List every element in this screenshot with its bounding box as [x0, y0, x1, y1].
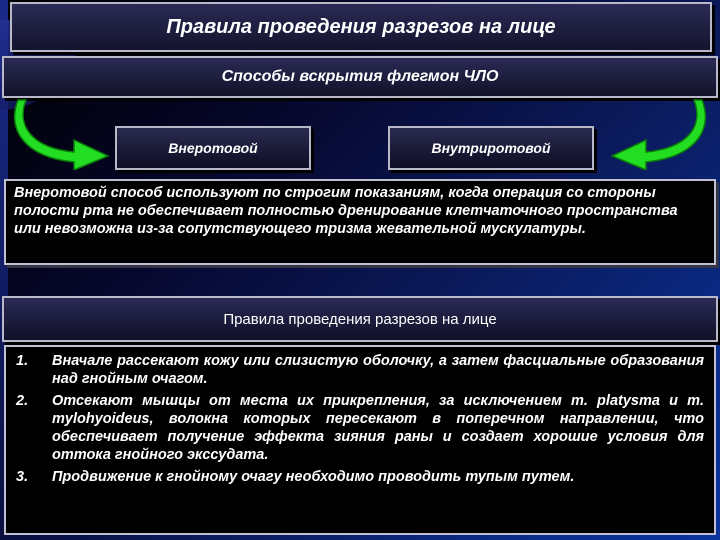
list-item-number: 2.: [16, 393, 29, 409]
intraoral-method-box: [388, 126, 594, 170]
list-item-text: Отсекают мышцы от места их прикрепления, за исключением m. platysma и m. mylohyoideus, волокна которых пересекают в поперечном направлении, что обеспечивает получение эффекта зияния раны и создает хорошие условия для оттока гнойного экссудата.: [52, 393, 704, 463]
list-item-text: Продвижение к гнойному очагу необходимо проводить тупым путем.: [52, 469, 575, 485]
subtitle-text: Способы вскрытия флегмон ЧЛО: [221, 68, 499, 85]
rules-list: [4, 345, 716, 535]
rules-title-text: Правила проведения разрезов на лице: [223, 310, 497, 328]
description-text: Внеротовой способ используют по строгим показаниям, когда операция со стороны полости рта не обеспечивает полностью дренирование клетчаточного пространства или невозможна из-за сопутствующего тризма жевательной мускулатуры.: [14, 185, 678, 237]
rules-title-box: [2, 296, 718, 342]
curved-arrow-left-icon: [12, 96, 112, 170]
extraoral-method-label: Внеротовой: [168, 140, 258, 156]
list-item-number: 1.: [16, 353, 29, 369]
slide-title-text: Правила проведения разрезов на лице: [166, 15, 556, 38]
list-item: [16, 392, 704, 464]
list-item-text: Вначале рассекают кожу или слизистую оболочку, а затем фасциальные образования над гнойным очагом.: [52, 353, 704, 387]
subtitle-box: [2, 56, 718, 98]
intraoral-method-label: Внутриротовой: [431, 140, 551, 156]
extraoral-method-box: [115, 126, 311, 170]
description-box: [4, 179, 716, 265]
list-item: [16, 352, 704, 388]
slide-title: [10, 2, 712, 52]
list-item: [16, 468, 704, 486]
curved-arrow-right-icon: [608, 96, 708, 170]
list-item-number: 3.: [16, 469, 29, 485]
